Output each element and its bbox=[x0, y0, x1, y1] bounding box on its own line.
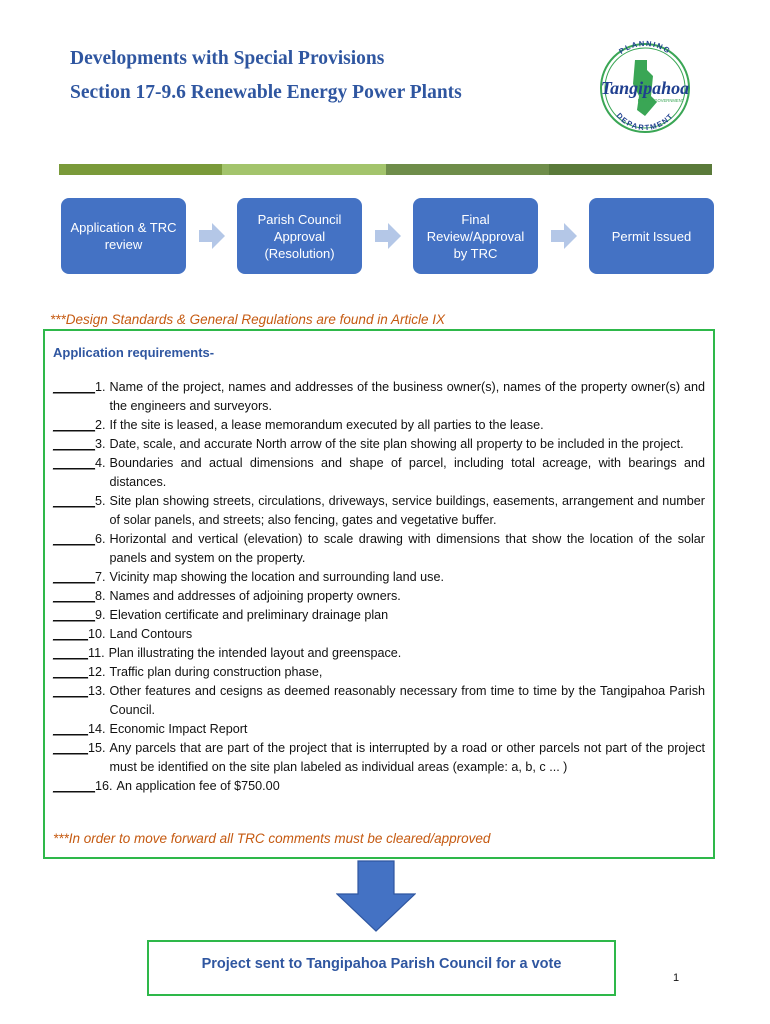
requirement-number: 13. bbox=[88, 684, 106, 698]
color-bar-segment-1 bbox=[59, 164, 222, 175]
requirement-number: 6. bbox=[95, 532, 106, 546]
requirement-item bbox=[53, 587, 705, 606]
requirement-text: Boundaries and actual dimensions and shape of parcel, including total acreage, with bearings and distances. bbox=[109, 456, 705, 489]
requirement-number: 1. bbox=[95, 380, 106, 394]
flow-arrow-right-icon bbox=[551, 223, 577, 249]
logo-subtext: PARISH GOVERNMENT bbox=[637, 98, 685, 103]
requirement-number: 16. bbox=[95, 779, 113, 793]
requirement-number: 15. bbox=[88, 741, 106, 755]
requirement-number: 10. bbox=[88, 627, 106, 641]
flow-arrow-right-icon bbox=[199, 223, 225, 249]
requirement-item bbox=[53, 663, 705, 682]
requirement-item bbox=[53, 606, 705, 625]
requirement-number: 5. bbox=[95, 494, 106, 508]
requirement-number: 12. bbox=[88, 665, 106, 679]
requirement-text: If the site is leased, a lease memorandum executed by all parties to the lease. bbox=[109, 418, 544, 432]
requirement-text: Land Contours bbox=[109, 627, 193, 641]
requirement-number: 14. bbox=[88, 722, 106, 736]
requirement-blank: _____ bbox=[53, 627, 89, 641]
requirement-item bbox=[53, 454, 705, 492]
requirement-blank: ______ bbox=[53, 380, 96, 394]
color-bar-segment-3 bbox=[386, 164, 549, 175]
requirement-blank: ______ bbox=[53, 570, 96, 584]
requirement-text: Plan illustrating the intended layout and greenspace. bbox=[108, 646, 402, 660]
requirement-item bbox=[53, 435, 705, 454]
color-bar-segment-2 bbox=[222, 164, 385, 175]
requirement-blank: _____ bbox=[53, 646, 89, 660]
requirement-item bbox=[53, 682, 705, 720]
requirement-blank: ______ bbox=[53, 589, 96, 603]
requirement-blank: _____ bbox=[53, 741, 89, 755]
requirement-item bbox=[53, 739, 705, 777]
requirement-text: Horizontal and vertical (elevation) to scale drawing with dimensions that show the location of the solar panels and system on the property. bbox=[109, 532, 705, 565]
requirement-text: Names and addresses of adjoining property owners. bbox=[109, 589, 401, 603]
requirement-number: 8. bbox=[95, 589, 106, 603]
requirement-number: 7. bbox=[95, 570, 106, 584]
requirement-item bbox=[53, 625, 705, 644]
color-bar-segment-4 bbox=[549, 164, 712, 175]
requirement-number: 4. bbox=[95, 456, 106, 470]
logo-name: Tangipahoa bbox=[600, 78, 690, 98]
requirement-item bbox=[53, 568, 705, 587]
requirement-text: Other features and cesigns as deemed reasonably necessary from time to time by the Tangipahoa Parish Council. bbox=[109, 684, 705, 717]
page-number: 1 bbox=[673, 972, 680, 984]
requirement-text: Traffic plan during construction phase, bbox=[109, 665, 323, 679]
requirement-text: Vicinity map showing the location and surrounding land use. bbox=[109, 570, 444, 584]
svg-text:PLANNING: PLANNING bbox=[617, 38, 673, 56]
council-vote-box: Project sent to Tangipahoa Parish Council for a vote bbox=[147, 940, 616, 996]
requirement-text: Economic Impact Report bbox=[109, 722, 248, 736]
requirement-blank: _____ bbox=[53, 722, 89, 736]
requirement-blank: ______ bbox=[53, 418, 96, 432]
requirement-text: Date, scale, and accurate North arrow of the site plan showing all property to be included in the project. bbox=[109, 437, 684, 451]
page-title: Developments with Special Provisions bbox=[70, 48, 385, 69]
requirement-blank: _____ bbox=[53, 665, 89, 679]
requirement-number: 9. bbox=[95, 608, 106, 622]
requirement-blank: ______ bbox=[53, 494, 96, 508]
requirements-list bbox=[53, 378, 705, 796]
requirement-item bbox=[53, 777, 705, 796]
trc-comments-note: ***In order to move forward all TRC comments must be cleared/approved bbox=[53, 831, 491, 846]
header-color-bar bbox=[59, 164, 712, 175]
svg-text:DEPARTMENT: DEPARTMENT bbox=[614, 111, 676, 133]
page-subtitle: Section 17-9.6 Renewable Energy Power Plants bbox=[70, 82, 462, 103]
requirements-heading: Application requirements- bbox=[53, 345, 215, 360]
down-arrow-icon bbox=[336, 860, 416, 932]
requirement-number: 2. bbox=[95, 418, 106, 432]
requirement-blank: ______ bbox=[53, 456, 96, 470]
requirement-blank: ______ bbox=[53, 608, 96, 622]
requirement-item bbox=[53, 720, 705, 739]
requirement-text: Elevation certificate and preliminary drainage plan bbox=[109, 608, 389, 622]
requirement-text: An application fee of $750.00 bbox=[116, 779, 280, 793]
requirement-text: Site plan showing streets, circulations, driveways, service buildings, easements, arrangement and number of solar panels, and streets; also fencing, gates and vegetative buffer. bbox=[109, 494, 705, 527]
requirement-number: 3. bbox=[95, 437, 106, 451]
flow-step-application: Application & TRC review bbox=[61, 198, 186, 274]
requirement-item bbox=[53, 378, 705, 416]
flow-step-permit-issued: Permit Issued bbox=[589, 198, 714, 274]
requirement-item bbox=[53, 492, 705, 530]
requirement-text: Name of the project, names and addresses of the business owner(s), names of the property owner(s) and the engineers and surveyors. bbox=[109, 380, 705, 413]
requirement-blank: ______ bbox=[53, 532, 96, 546]
requirement-item bbox=[53, 644, 705, 663]
requirement-item bbox=[53, 530, 705, 568]
flow-step-council-approval: Parish Council Approval (Resolution) bbox=[237, 198, 362, 274]
requirement-text: Any parcels that are part of the project that is interrupted by a road or other parcels not part of the project must be identified on the site plan labeled as individual areas (example: a, b, c ... ) bbox=[109, 741, 705, 774]
requirement-number: 11. bbox=[88, 646, 105, 660]
requirement-item bbox=[53, 416, 705, 435]
design-standards-note: ***Design Standards & General Regulations are found in Article IX bbox=[50, 312, 445, 327]
flow-arrow-right-icon bbox=[375, 223, 401, 249]
requirement-blank: ______ bbox=[53, 779, 96, 793]
flow-step-final-review: Final Review/Approval by TRC bbox=[413, 198, 538, 274]
requirement-blank: _____ bbox=[53, 684, 89, 698]
tangipahoa-planning-logo bbox=[585, 36, 705, 136]
requirement-blank: ______ bbox=[53, 437, 96, 451]
